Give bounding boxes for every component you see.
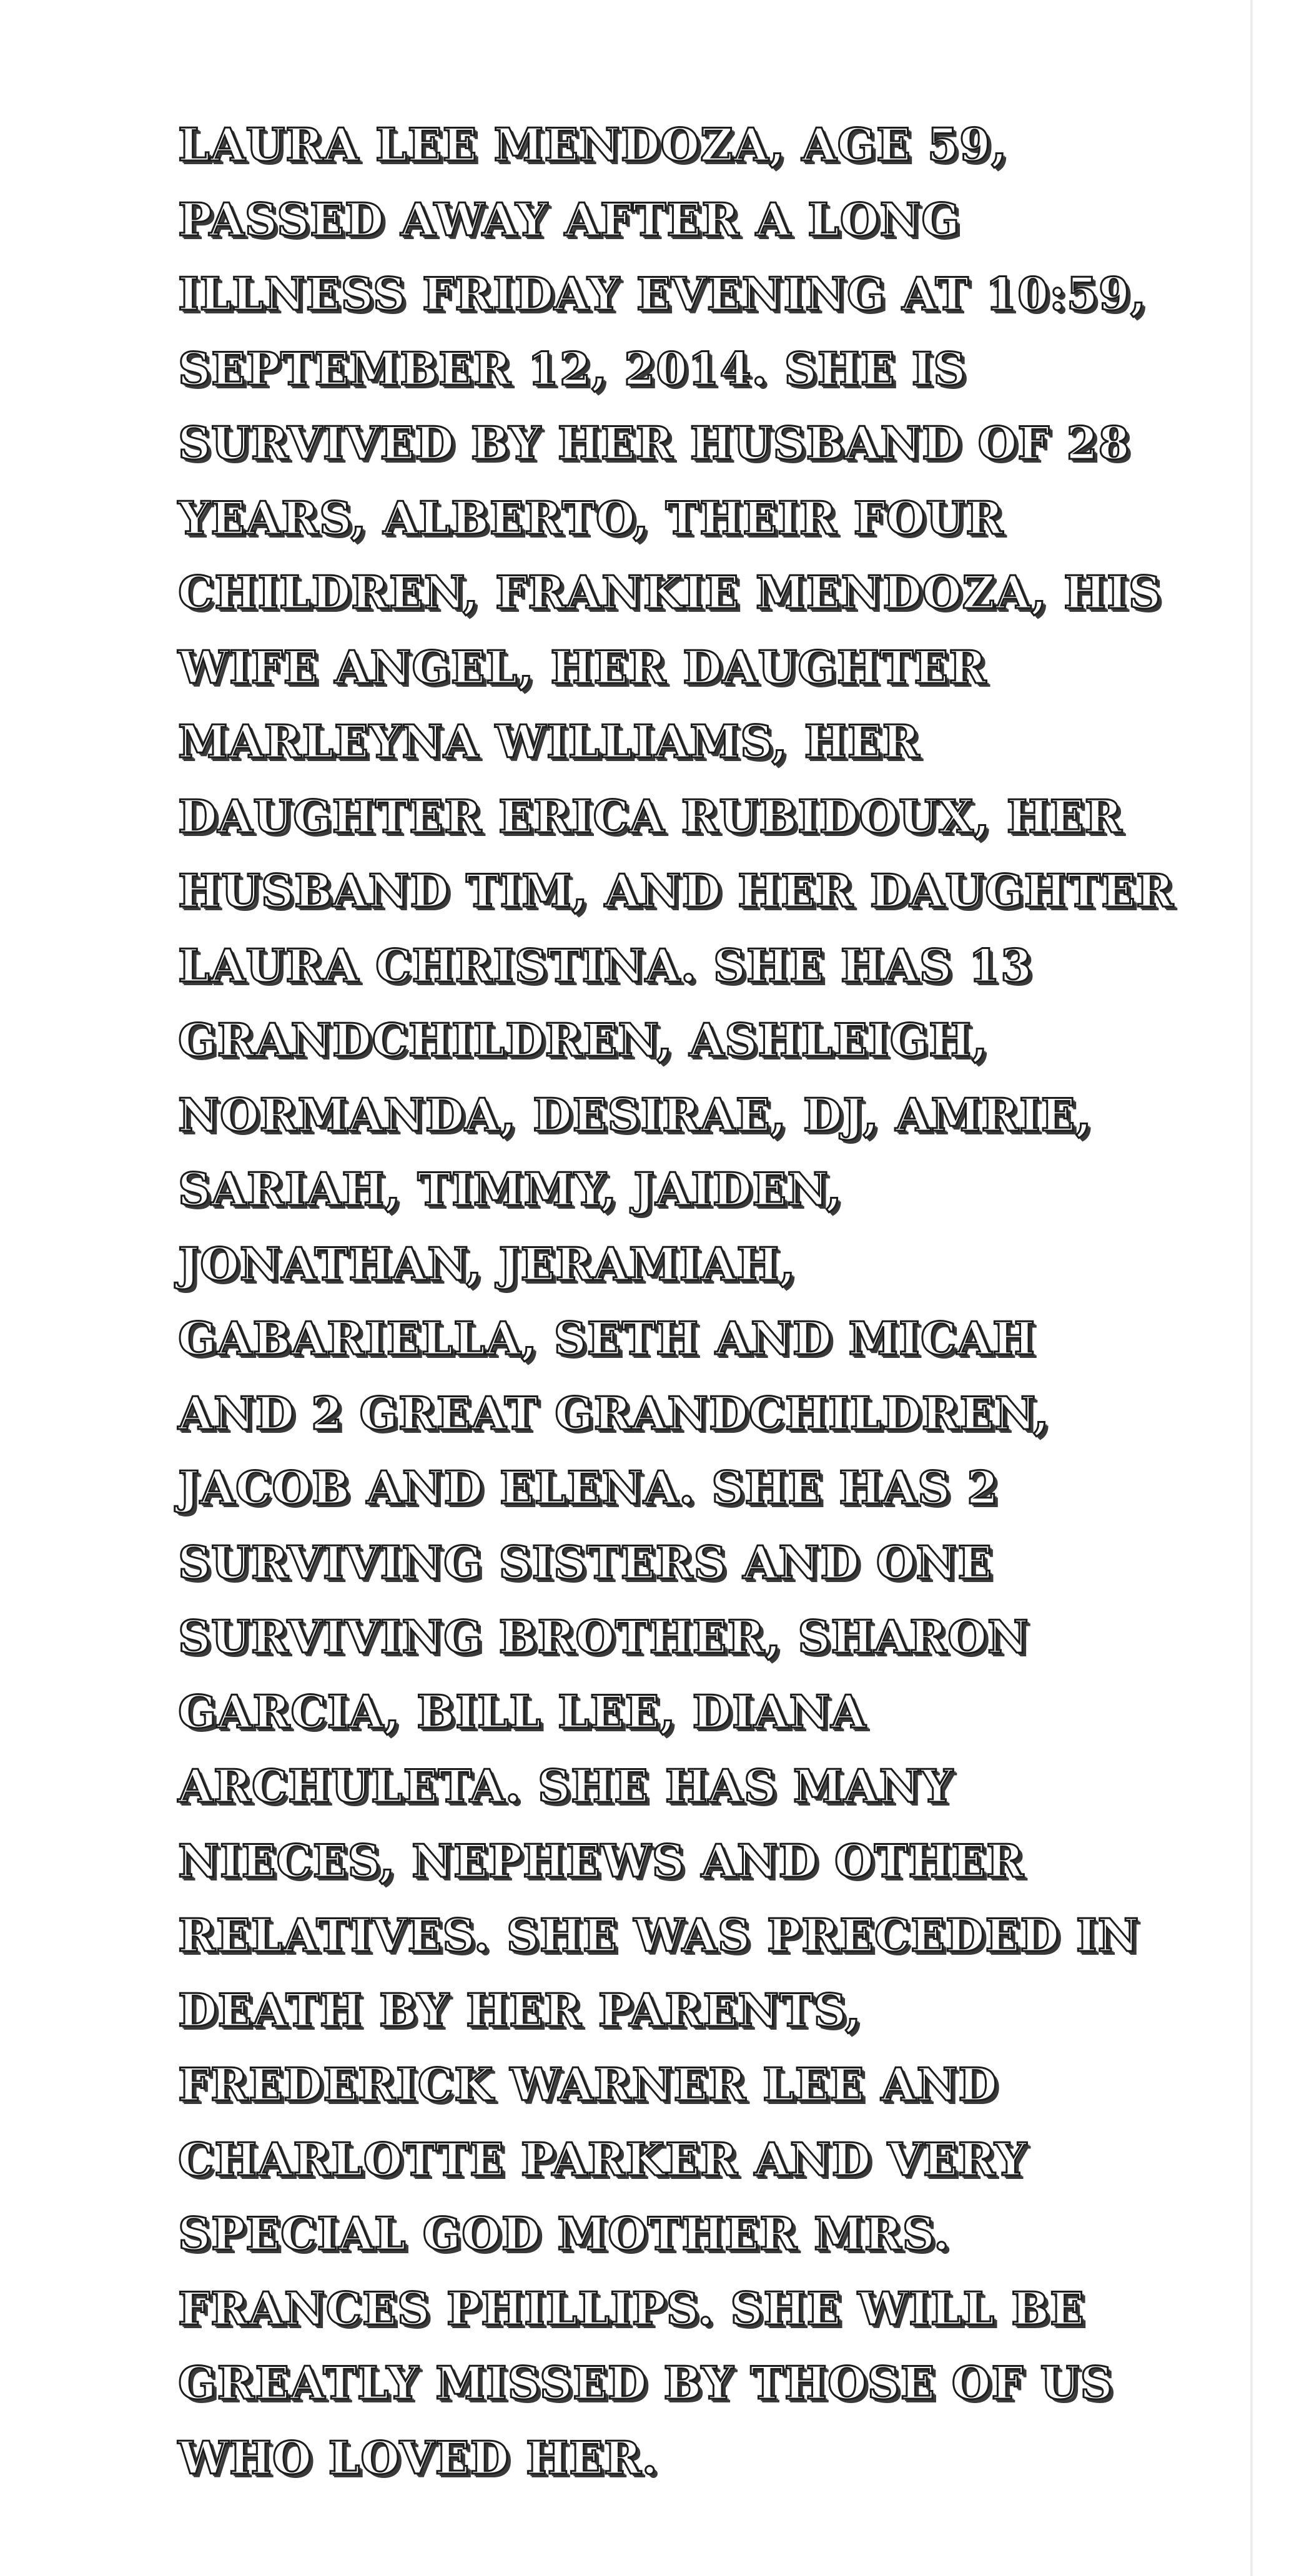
obituary-line: CHILDREN, FRANKIE MENDOZA, HIS [178,566,1162,619]
obituary-line: YEARS, ALBERTO, THEIR FOUR [178,491,1004,544]
obituary-line: SPECIAL GOD MOTHER MRS. [178,2207,951,2260]
obituary-line: ILLNESS FRIDAY EVENING AT 10:59, [178,267,1147,320]
obituary-line: SURVIVED BY HER HUSBAND OF 28 [178,416,1130,469]
obituary-line: GABARIELLA, SETH AND MICAH [178,1312,1036,1365]
obituary-line: FRANCES PHILLIPS. SHE WILL BE [178,2281,1085,2335]
obituary-line: MARLEYNA WILLIAMS, HER [178,715,921,768]
obituary-line: AND 2 GREAT GRANDCHILDREN, [178,1386,1050,1440]
obituary-line: RELATIVES. SHE WAS PRECEDED IN [178,1909,1140,1962]
obituary-line: SARIAH, TIMMY, JAIDEN, [178,1163,842,1216]
obituary-line: SEPTEMBER 12, 2014. SHE IS [178,342,967,395]
obituary-line: LAURA CHRISTINA. SHE HAS 13 [178,938,1033,992]
obituary-line: NIECES, NEPHEWS AND OTHER [178,1834,1024,1887]
obituary-line: GRANDCHILDREN, ASHLEIGH, [178,1013,989,1066]
obituary-line: JONATHAN, JERAMIAH, [178,1237,796,1290]
page-edge-divider [1250,0,1253,2576]
obituary-text [178,107,1174,2495]
obituary-line: WIFE ANGEL, HER DAUGHTER [178,640,987,694]
obituary-line: NORMANDA, DESIRAE, DJ, AMRIE, [178,1088,1092,1141]
obituary-line: LAURA LEE MENDOZA, AGE 59, [178,118,1008,171]
obituary-line: WHO LOVED HER. [178,2431,658,2484]
obituary-line: PASSED AWAY AFTER A LONG [178,192,961,246]
obituary-line: DAUGHTER ERICA RUBIDOUX, HER [178,789,1123,843]
obituary-line: HUSBAND TIM, AND HER DAUGHTER [178,864,1174,917]
obituary-line: JACOB AND ELENA. SHE HAS 2 [178,1461,999,1514]
obituary-line: GREATLY MISSED BY THOSE OF US [178,2356,1114,2409]
obituary-line: CHARLOTTE PARKER AND VERY [178,2132,1027,2186]
obituary-line: DEATH BY HER PARENTS, [178,1983,862,2037]
obituary-line: ARCHULETA. SHE HAS MANY [178,1759,954,1812]
obituary-line: GARCIA, BILL LEE, DIANA [178,1684,867,1738]
obituary-line: FREDERICK WARNER LEE AND [178,2058,998,2111]
obituary-line: SURVIVING SISTERS AND ONE [178,1535,993,1589]
obituary-line: SURVIVING BROTHER, SHARON [178,1610,1029,1663]
